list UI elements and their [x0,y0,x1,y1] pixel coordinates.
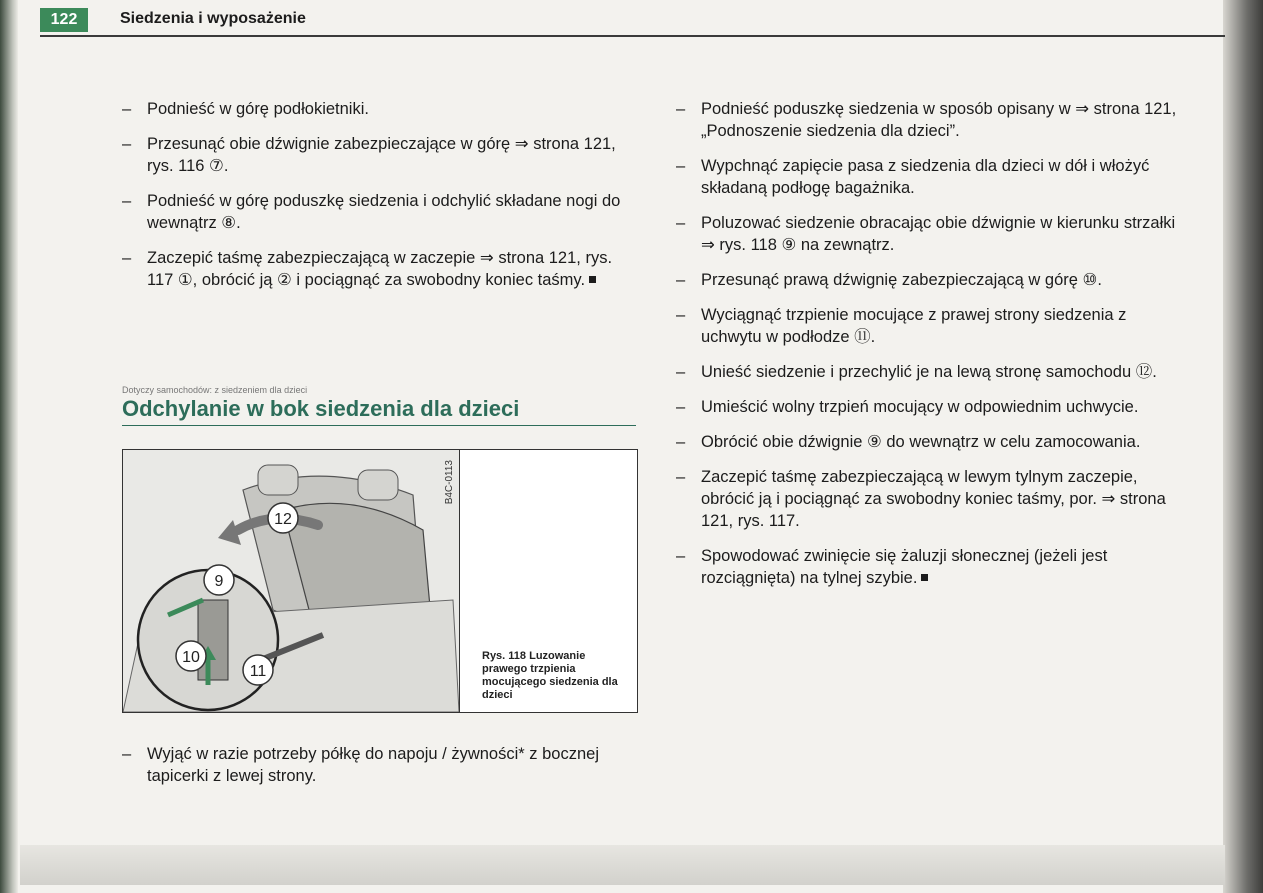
list-item: – Podnieść poduszkę siedzenia w sposób opisany w ⇒ strona 121, „Podnoszenie siedzenia dla dzieci”. [676,98,1186,142]
figure-caption: Rys. 118 Luzowanie prawego trzpienia mocującego siedzenia dla dzieci [482,650,618,701]
svg-text:10: 10 [182,649,200,666]
list-item [676,545,1186,589]
bottom-step [122,743,632,800]
list-item: – Wypchnąć zapięcie pasa z siedzenia dla dzieci w dół i włożyć składaną podłogę bagażnika. [676,155,1186,199]
subsection-rule [122,425,636,426]
footer-band [20,845,1225,885]
svg-text:12: 12 [274,511,292,528]
end-of-section-mark [921,574,928,581]
end-of-section-mark [589,276,596,283]
page-binding-edge-right [1223,0,1263,893]
subsection-title: Odchylanie w bok siedzenia dla dzieci [122,396,520,421]
list-item: – Podnieść w górę podłokietniki. [122,98,632,120]
left-column [122,98,632,304]
list-item: – Poluzować siedzenie obracając obie dźwignie w kierunku strzałki ⇒ rys. 118 ⑨ na zewnątrz. [676,212,1186,256]
figure-code: B4C-0113 [444,460,455,505]
right-column [676,98,1186,602]
callout-11 [243,655,273,685]
rear-seat-illustration [123,450,459,712]
page-binding-edge-left [0,0,18,893]
figure-illustration [123,450,460,712]
applicability-label: Dotyczy samochodów: z siedzeniem dla dzieci [122,385,308,395]
list-item: – Obrócić obie dźwignie ⑨ do wewnątrz w celu zamocowania. [676,431,1186,453]
list-item: – Podnieść w górę poduszkę siedzenia i odchylić składane nogi do wewnątrz ⑧. [122,190,632,234]
list-item: – Przesunąć obie dźwignie zabezpieczające w górę ⇒ strona 121, rys. 116 ⑦. [122,133,632,177]
header-rule [40,35,1225,37]
step-text: Zaczepić taśmę zabezpieczającą w zaczepie ⇒ strona 121, rys. 117 ①, obrócić ją ② i pociągnąć za swobodny koniec taśmy. [147,249,613,289]
callout-12 [268,503,298,533]
page-header [0,0,1225,36]
callout-10 [176,641,206,671]
list-item: – Wyjąć w razie potrzeby półkę do napoju / żywności* z bocznej tapicerki z lewej strony. [122,743,632,787]
right-step-list [676,98,1186,589]
svg-text:9: 9 [214,573,224,590]
step-text: Spowodować zwinięcie się żaluzji słonecznej (jeżeli jest rozciągnięta) na tylnej szybie. [701,547,1108,587]
list-item: – Wyciągnąć trzpienie mocujące z prawej strony siedzenia z uchwytu w podłodze ⑪. [676,304,1186,348]
bottom-step-list [122,743,632,787]
page-number: 122 [40,8,88,32]
left-step-list [122,98,632,291]
section-title: Siedzenia i wyposażenie [120,10,306,27]
list-item: – Zaczepić taśmę zabezpieczającą w lewym tylnym zaczepie, obrócić ją i pociągnąć za swobodny koniec taśmy, por. ⇒ strona 121, rys. 117. [676,466,1186,532]
list-item: – Unieść siedzenie i przechylić je na lewą stronę samochodu ⑫. [676,361,1186,383]
list-item [122,247,632,291]
svg-text:11: 11 [249,663,267,680]
list-item: – Umieścić wolny trzpień mocujący w odpowiednim uchwycie. [676,396,1186,418]
list-item: – Przesunąć prawą dźwignię zabezpieczającą w górę ⑩. [676,269,1186,291]
callout-9 [204,565,234,595]
